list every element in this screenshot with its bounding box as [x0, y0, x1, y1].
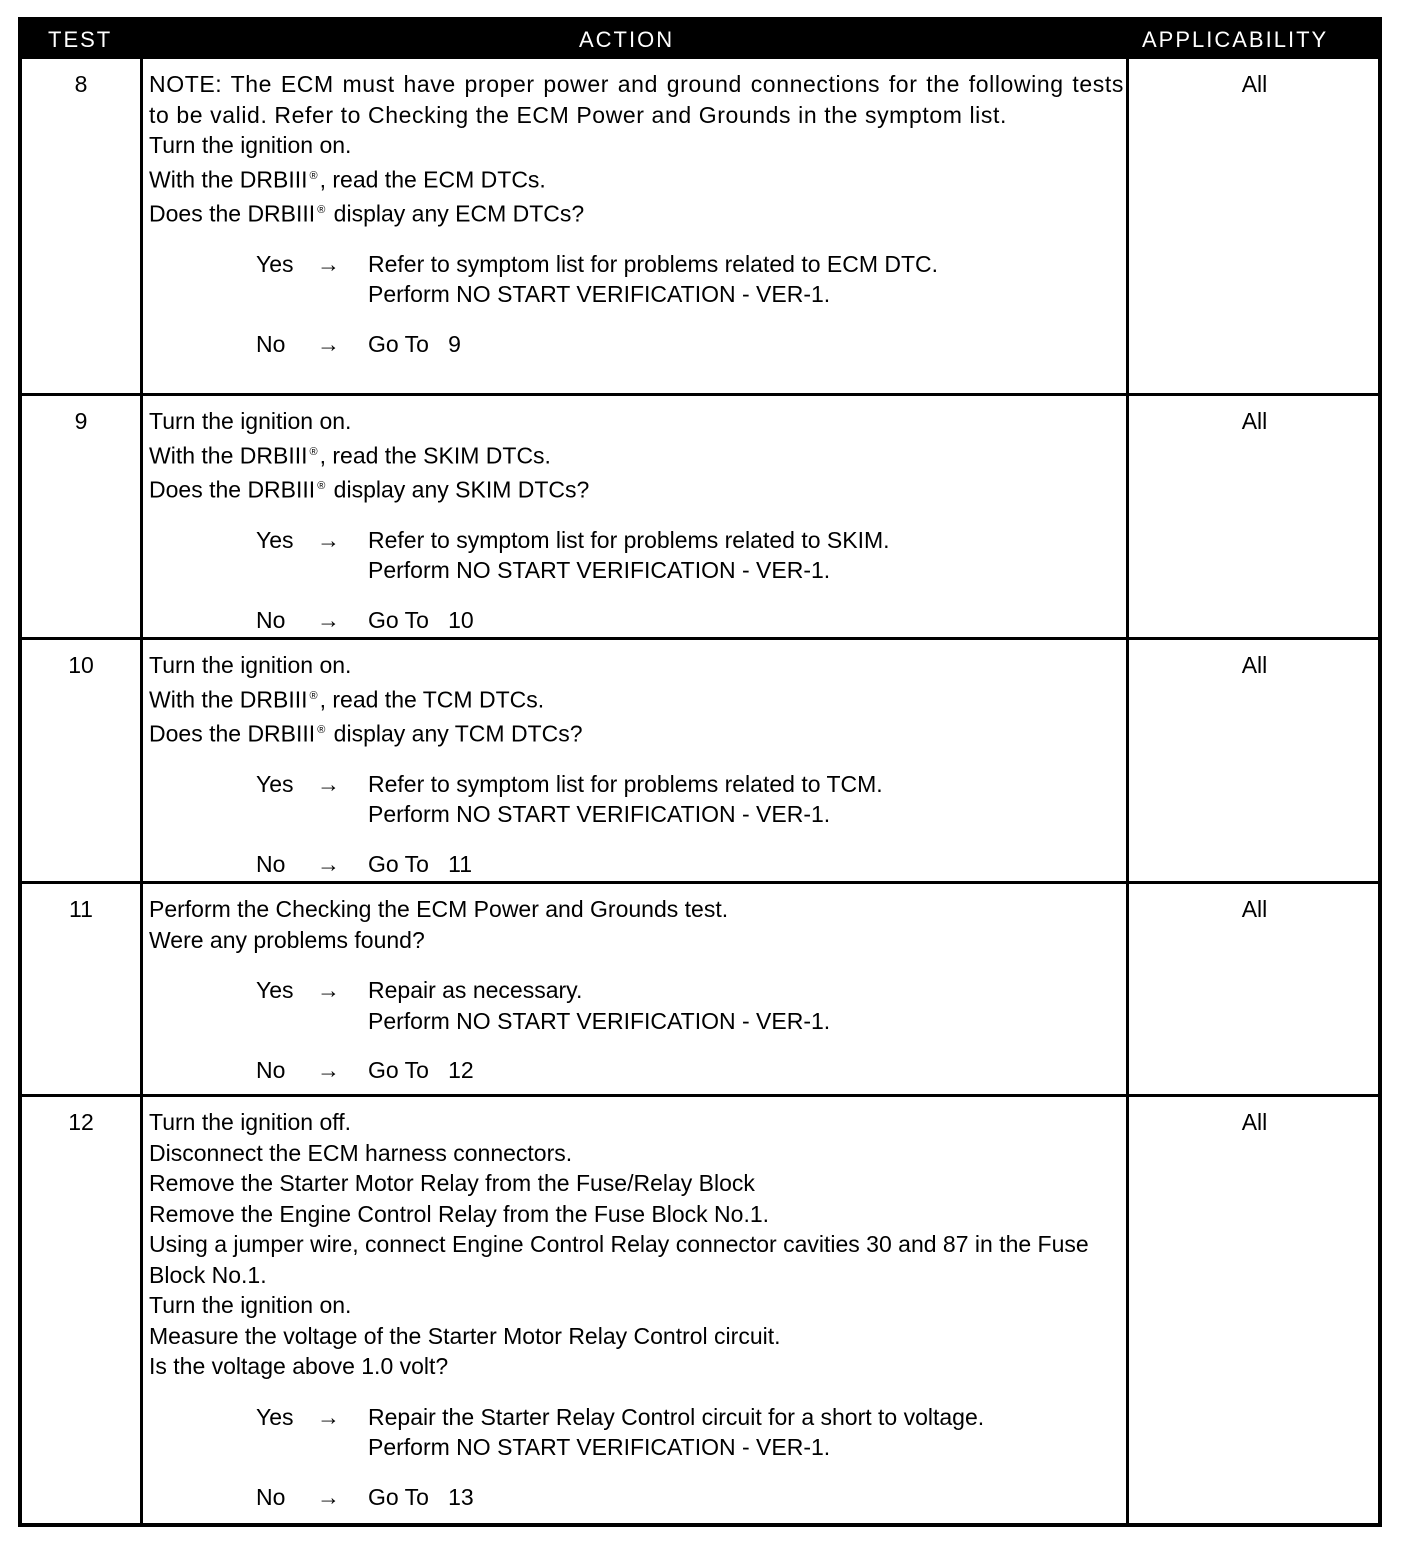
yes-branch	[149, 1402, 1124, 1463]
yes-result-line: Perform NO START VERIFICATION - VER-1.	[368, 1434, 831, 1460]
no-label: No	[256, 850, 286, 877]
test-row-11	[22, 884, 1378, 1094]
yes-result-line: Refer to symptom list for problems related to TCM.	[368, 770, 883, 797]
no-label: No	[256, 606, 286, 633]
applicability-value: All	[1241, 652, 1268, 678]
action-line: With the DRBIII ®, read the TCM DTCs.	[149, 686, 545, 713]
action-line: Is the voltage above 1.0 volt?	[149, 1353, 449, 1379]
action-line: Were any problems found?	[149, 926, 425, 953]
header-test: TEST	[48, 27, 113, 52]
action-line: Remove the Starter Motor Relay from the Fuse/Relay Block	[149, 1170, 755, 1196]
action-line: With the DRBIII ®, read the SKIM DTCs.	[149, 442, 551, 469]
header-action: ACTION	[579, 27, 675, 52]
action-line: Remove the Engine Control Relay from the Fuse Block No.1.	[149, 1200, 770, 1227]
action-line: Measure the voltage of the Starter Motor Relay Control circuit.	[149, 1322, 781, 1349]
yes-result-line: Perform NO START VERIFICATION - VER-1.	[368, 1007, 831, 1034]
action-cell	[149, 1107, 1124, 1531]
action-line: Using a jumper wire, connect Engine Control Relay connector cavities 30 and 87 in the Fuse Block No.1.	[149, 1231, 1089, 1288]
action-line: Does the DRBIII ® display any ECM DTCs?	[149, 200, 585, 227]
arrow-right-icon: →	[317, 1403, 340, 1430]
action-cell	[149, 69, 1124, 378]
action-line: Perform the Checking the ECM Power and Grounds test.	[149, 896, 729, 922]
no-branch	[149, 605, 1124, 635]
test-row-9	[22, 396, 1378, 637]
yes-result-line: Perform NO START VERIFICATION - VER-1.	[368, 801, 831, 828]
arrow-right-icon: →	[317, 850, 340, 877]
arrow-right-icon: →	[317, 1057, 340, 1083]
no-result: Go To 11	[368, 850, 472, 877]
yes-label: Yes	[256, 1403, 294, 1430]
test-number: 10	[68, 652, 94, 678]
yes-branch	[149, 525, 1124, 586]
yes-label: Yes	[256, 250, 294, 277]
arrow-right-icon: →	[317, 977, 340, 1003]
arrow-right-icon: →	[317, 250, 340, 277]
action-line: Disconnect the ECM harness connectors.	[149, 1139, 573, 1166]
no-branch	[149, 1482, 1124, 1512]
no-label: No	[256, 1057, 286, 1083]
action-line: NOTE: The ECM must have proper power and ground connections for the following tests to be valid. Refer to Checking the ECM Power and Grounds in the symptom list.	[149, 71, 1124, 128]
test-row-10	[22, 640, 1378, 881]
action-cell	[149, 650, 1124, 898]
action-line: Does the DRBIII ® display any SKIM DTCs?	[149, 476, 590, 503]
yes-label: Yes	[256, 770, 294, 797]
header-applicability: APPLICABILITY	[1142, 27, 1329, 52]
action-line: Turn the ignition on.	[149, 652, 352, 678]
no-result: Go To 10	[368, 606, 474, 633]
action-line: Turn the ignition on.	[149, 132, 352, 158]
arrow-right-icon: →	[317, 526, 340, 553]
test-number: 11	[69, 896, 93, 922]
action-line: Does the DRBIII ® display any TCM DTCs?	[149, 720, 583, 747]
no-result: Go To 13	[368, 1483, 474, 1510]
applicability-value: All	[1241, 71, 1268, 97]
test-number: 8	[74, 71, 88, 97]
test-number: 9	[74, 408, 88, 434]
yes-result-line: Refer to symptom list for problems related to ECM DTC.	[368, 250, 939, 277]
yes-branch	[149, 975, 1124, 1036]
applicability-value: All	[1241, 408, 1268, 434]
yes-result-line: Refer to symptom list for problems related to SKIM.	[368, 526, 890, 553]
applicability-value: All	[1241, 1109, 1268, 1135]
yes-label: Yes	[256, 977, 294, 1003]
no-result: Go To 9	[368, 330, 461, 357]
no-branch	[149, 329, 1124, 359]
no-branch	[149, 849, 1124, 879]
action-line: Turn the ignition on.	[149, 1292, 352, 1318]
table-header	[22, 21, 1378, 59]
yes-result-line: Repair as necessary.	[368, 977, 583, 1003]
arrow-right-icon: →	[317, 1483, 340, 1510]
no-label: No	[256, 1483, 286, 1510]
test-row-12	[22, 1097, 1378, 1527]
no-result: Go To 12	[368, 1057, 474, 1083]
arrow-right-icon: →	[317, 606, 340, 633]
arrow-right-icon: →	[317, 770, 340, 797]
test-number: 12	[68, 1109, 94, 1135]
action-line: Turn the ignition on.	[149, 408, 352, 434]
test-row-8	[22, 59, 1378, 393]
yes-result-line: Perform NO START VERIFICATION - VER-1.	[368, 281, 831, 308]
applicability-value: All	[1241, 896, 1268, 922]
action-line: Turn the ignition off.	[149, 1109, 352, 1135]
action-cell	[149, 406, 1124, 654]
yes-result-line: Perform NO START VERIFICATION - VER-1.	[368, 557, 831, 584]
yes-branch	[149, 769, 1124, 830]
no-branch	[149, 1055, 1124, 1085]
diagnostic-test-table	[18, 17, 1382, 1527]
no-label: No	[256, 330, 286, 357]
arrow-right-icon: →	[317, 330, 340, 357]
yes-result-line: Repair the Starter Relay Control circuit for a short to voltage.	[368, 1403, 985, 1430]
action-line: With the DRBIII ®, read the ECM DTCs.	[149, 166, 546, 193]
yes-label: Yes	[256, 526, 294, 553]
action-cell	[149, 894, 1124, 1104]
yes-branch	[149, 249, 1124, 310]
